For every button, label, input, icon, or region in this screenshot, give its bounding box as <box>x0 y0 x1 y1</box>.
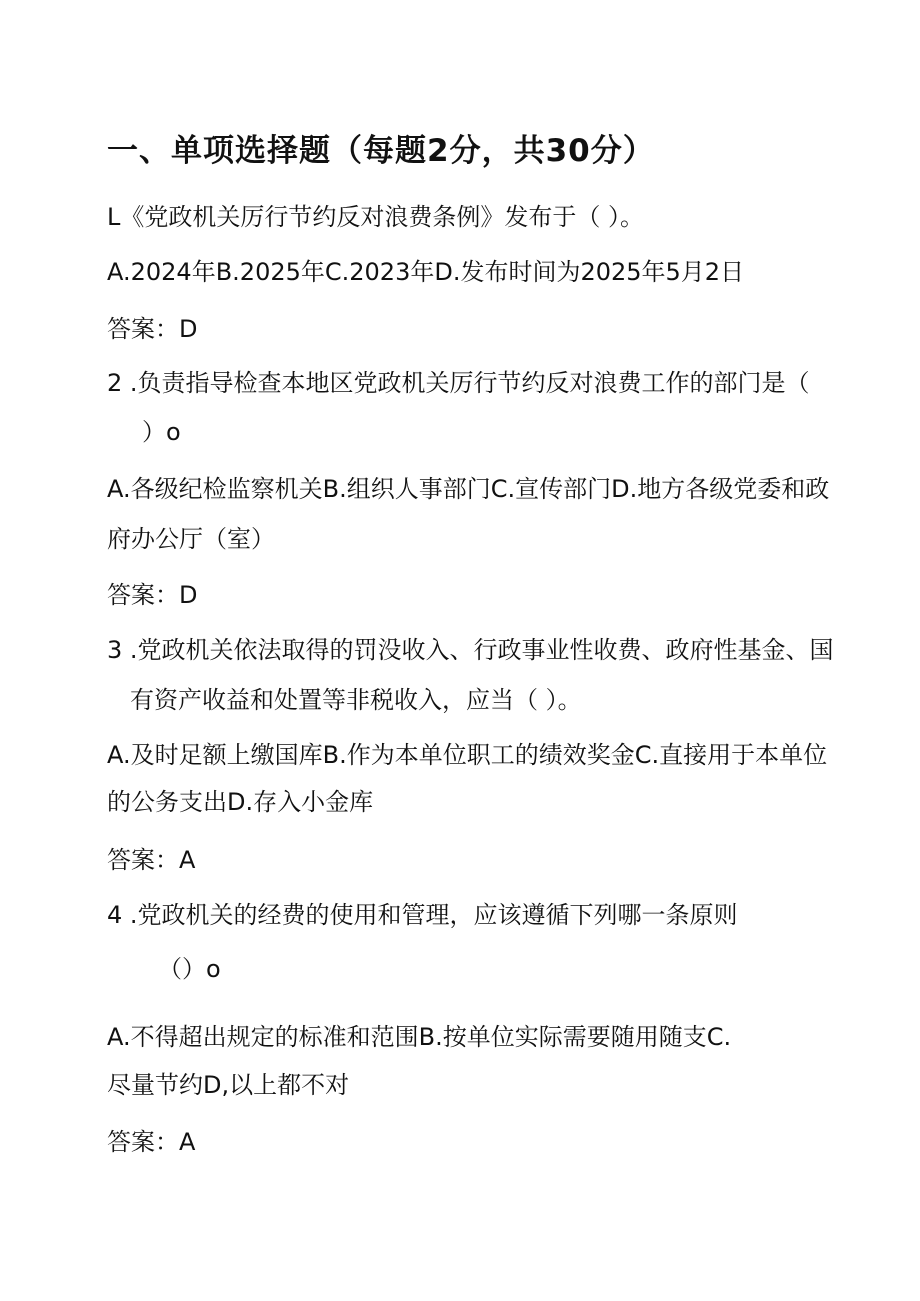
question-4-options-cont: 尽量节约D,以上都不对 <box>107 1071 350 1099</box>
question-3-text-cont: 有资产收益和处置等非税收入，应当（ ）。 <box>130 686 582 714</box>
question-2-text-cont: ）o <box>142 418 181 446</box>
question-1-options: A.2024年B.2025年C.2023年D.发布时间为2025年5月2日 <box>107 258 745 286</box>
question-4-options: A.不得超出规定的标准和范围B.按单位实际需要随用随支C. <box>107 1023 732 1051</box>
question-4-text: 4 .党政机关的经费的使用和管理，应该遵循下列哪一条原则 <box>107 901 738 929</box>
section-title: 一、单项选择题（每题2分，共30分） <box>107 133 655 169</box>
question-2-text: 2 .负责指导检查本地区党政机关厉行节约反对浪费工作的部门是（ <box>107 369 810 397</box>
question-3-answer: 答案：A <box>107 846 196 874</box>
question-3-text: 3 .党政机关依法取得的罚没收入、行政事业性收费、政府性基金、国 <box>107 636 834 664</box>
question-4-text-cont: （）o <box>158 955 221 983</box>
question-2-options-cont: 府办公厅（室） <box>107 525 275 553</box>
question-4-answer: 答案：A <box>107 1128 196 1156</box>
question-1-answer: 答案：D <box>107 315 198 343</box>
question-2-options: A.各级纪检监察机关B.组织人事部门C.宣传部门D.地方各级党委和政 <box>107 475 830 503</box>
question-3-options-cont: 的公务支出D.存入小金库 <box>107 788 374 816</box>
question-2-answer: 答案：D <box>107 581 198 609</box>
question-1-text: L《党政机关厉行节约反对浪费条例》发布于（ ）。 <box>107 203 644 231</box>
question-3-options: A.及时足额上缴国库B.作为本单位职工的绩效奖金C.直接用于本单位 <box>107 741 828 769</box>
